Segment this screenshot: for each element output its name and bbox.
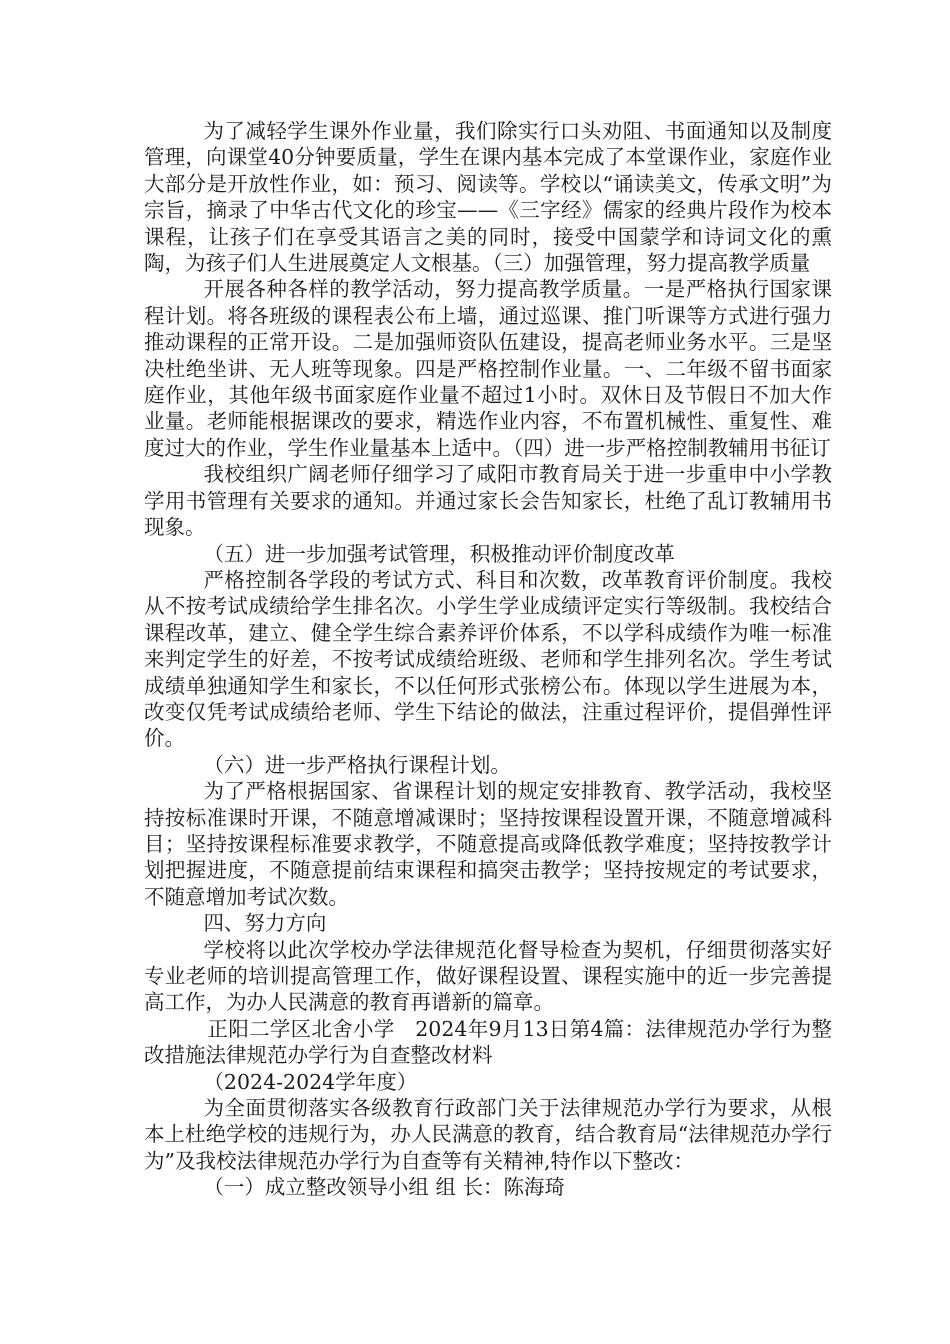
signature-and-title: 正阳二学区北舍小学 2024年9月13日第4篇：法律规范办学行为整改措施法律规范办学行为自查整改材料 bbox=[144, 1016, 832, 1068]
section-heading: （六）进一步严格执行课程计划。 bbox=[203, 752, 511, 777]
paragraph: 为了严格根据国家、省课程计划的规定安排教育、教学活动，我校坚持按标准课时开课，不随意增减课时；坚持按课程设置开课，不随意增减科目；坚持按课程标准要求教学，不随意提高或降低教学难度；坚持按教学计划把握进度，不随意提前结束课程和搞突击教学；坚持按规定的考试要求，不随意增加考试次数。 bbox=[144, 779, 832, 909]
paragraph: 为了减轻学生课外作业量，我们除实行口头劝阻、书面通知以及制度管理，向课堂40分钟要质量，学生在课内基本完成了本堂课作业，家庭作业大部分是开放性作业，如：预习、阅读等。学校以“诵读美文，传承文明”为宗旨，摘录了中华古代文化的珍宝——《三字经》儒家的经典片段作为校本课程，让孩子们在享受其语言之美的同时，接受中国蒙学和诗词文化的熏陶，为孩子们人生进展奠定人文根基。（三）加强管理，努力提高教学质量 bbox=[144, 119, 832, 276]
paragraph: 学校将以此次学校办学法律规范化督导检查为契机，仔细贯彻落实好专业老师的培训提高管理工作，做好课程设置、课程实施中的近一步完善提高工作，为办人民满意的教育再谱新的篇章。 bbox=[144, 937, 832, 1015]
document-body bbox=[144, 118, 832, 1201]
paragraph: 为全面贯彻落实各级教育行政部门关于法律规范办学行为要求，从根本上杜绝学校的违规行为，办人民满意的教育，结合教育局“法律规范办学行为”及我校法律规范办学行为自查等有关精神,特作以下整改： bbox=[144, 1096, 832, 1173]
paragraph: 开展各种各样的教学活动，努力提高教学质量。一是严格执行国家课程计划。将各班级的课程表公布上墙，通过巡课、推门听课等方式进行强力推动课程的正常开设。二是加强师资队伍建设，提高老师业务水平。三是坚决杜绝坐讲、无人班等现象。四是严格控制作业量。一、二年级不留书面家庭作业，其他年级书面家庭作业量不超过1小时。双休日及节假日不加大作业量。老师能根据课改的要求，精选作业内容，不布置机械性、重复性、难度过大的作业，学生作业量基本上适中。（四）进一步严格控制教辅用书征订 bbox=[144, 277, 832, 460]
paragraph: 我校组织广阔老师仔细学习了咸阳市教育局关于进一步重申中小学教学用书管理有关要求的通知。并通过家长会告知家长，杜绝了乱订教辅用书现象。 bbox=[144, 462, 832, 540]
section-heading: 四、努力方向 bbox=[203, 911, 327, 936]
section-heading: （一）成立整改领导小组 组 长：陈海琦 bbox=[203, 1175, 565, 1200]
paragraph: 严格控制各学段的考试方式、科目和次数，改革教育评价制度。我校从不按考试成绩给学生排名次。小学生学业成绩评定实行等级制。我校结合课程改革，建立、健全学生综合素养评价体系，不以学科成绩作为唯一标准来判定学生的好差，不按考试成绩给班级、老师和学生排列名次。学生考试成绩单独通知学生和家长，不以任何形式张榜公布。体现以学生进展为本，改变仅凭考试成绩给老师、学生下结论的做法，注重过程评价，提倡弹性评价。 bbox=[144, 567, 832, 751]
school-year: （2024-2024学年度） bbox=[203, 1069, 418, 1094]
section-heading: （五）进一步加强考试管理，积极推动评价制度改革 bbox=[203, 541, 675, 566]
